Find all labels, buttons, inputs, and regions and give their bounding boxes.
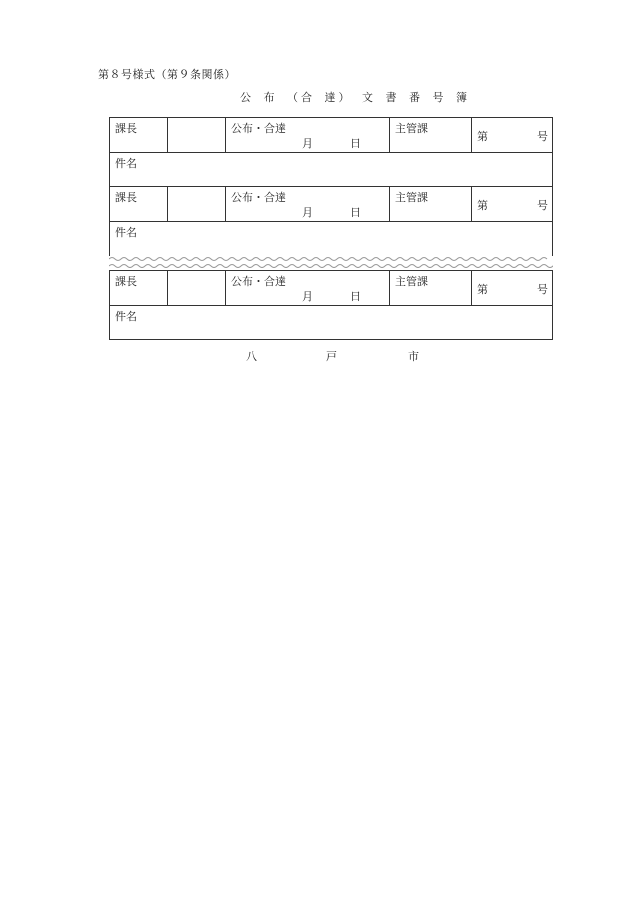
section-chief-label: 課長 (115, 191, 137, 204)
promulgation-label: 公布・合達 (231, 122, 286, 135)
cell-divider (471, 271, 472, 305)
subject-label: 件名 (115, 157, 137, 170)
department-label: 主管課 (395, 191, 428, 204)
row-divider (110, 152, 552, 153)
record-grid (109, 270, 553, 340)
wave-line-lower (109, 265, 553, 268)
month-label: 月 (302, 137, 313, 150)
footer-city-char: 戸 (326, 350, 337, 363)
section-chief-label: 課長 (115, 275, 137, 288)
cell-divider (389, 271, 390, 305)
department-label: 主管課 (395, 275, 428, 288)
day-label: 日 (350, 290, 361, 303)
number-suffix-label: 号 (537, 199, 548, 212)
section-chief-seal-field[interactable] (172, 120, 222, 148)
row-divider (110, 221, 552, 222)
section-chief-seal-field[interactable] (172, 273, 222, 301)
number-prefix-label: 第 (477, 199, 488, 212)
number-suffix-label: 号 (537, 283, 548, 296)
footer-city-char: 市 (408, 350, 419, 363)
record-grid (109, 117, 553, 187)
omission-break-lines (109, 256, 553, 268)
cell-divider (225, 118, 226, 152)
cell-divider (167, 118, 168, 152)
record-grid (109, 186, 553, 256)
form-number: 第８号様式（第９条関係） (98, 68, 236, 81)
cell-divider (167, 187, 168, 221)
cell-divider (471, 187, 472, 221)
month-label: 月 (302, 206, 313, 219)
number-prefix-label: 第 (477, 130, 488, 143)
month-label: 月 (302, 290, 313, 303)
day-label: 日 (350, 137, 361, 150)
subject-label: 件名 (115, 226, 137, 239)
cell-divider (471, 118, 472, 152)
row-divider (110, 305, 552, 306)
number-suffix-label: 号 (537, 130, 548, 143)
document-title: 公 布 （合 達） 文 書 番 号 簿 (240, 91, 470, 104)
number-prefix-label: 第 (477, 283, 488, 296)
cell-divider (389, 187, 390, 221)
cell-divider (389, 118, 390, 152)
day-label: 日 (350, 206, 361, 219)
department-label: 主管課 (395, 122, 428, 135)
section-chief-seal-field[interactable] (172, 189, 222, 217)
register-record (109, 117, 553, 187)
promulgation-label: 公布・合達 (231, 191, 286, 204)
subject-label: 件名 (115, 310, 137, 323)
wave-line-upper (109, 258, 547, 261)
register-record (109, 270, 553, 340)
promulgation-label: 公布・合達 (231, 275, 286, 288)
section-chief-label: 課長 (115, 122, 137, 135)
cell-divider (225, 271, 226, 305)
footer-city-char: 八 (246, 350, 257, 363)
cell-divider (167, 271, 168, 305)
cell-divider (225, 187, 226, 221)
register-record (109, 186, 553, 256)
